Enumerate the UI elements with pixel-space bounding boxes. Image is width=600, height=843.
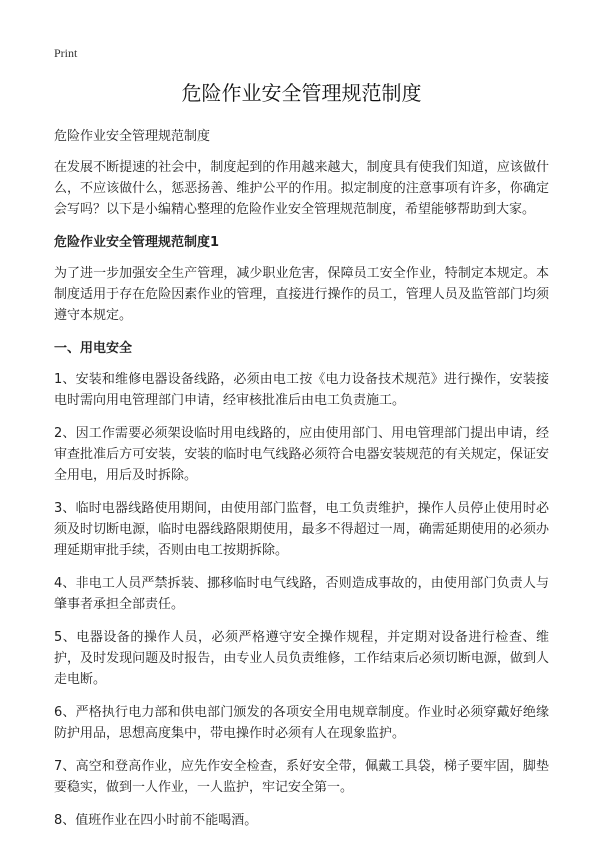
document-subtitle: 危险作业安全管理规范制度 [54, 129, 211, 144]
list-item: 5、电器设备的操作人员，必须严格遵守安全操作规程，并定期对设备进行检查、维护，及时发现问题及时报告，由专业人员负责维修，工作结束后必须切断电源，做到人走电断。 [54, 630, 549, 687]
list-item: 2、因工作需要必须架设临时用电线路的，应由使用部门、用电管理部门提出申请，经审查批准后方可安装，安装的临时电气线路必须符合电器安装规范的有关规定，保证安全用电，用后及时拆除。 [54, 426, 549, 483]
intro-paragraph: 在发展不断提速的社会中，制度起到的作用越来越大，制度具有使我们知道，应该做什么，不应该做什么，惩恶扬善、维护公平的作用。拟定制度的注意事项有许多，你确定会写吗？以下是小编精心整理的危险作业安全管理规范制度，希望能够帮助到大家。 [54, 160, 549, 217]
list-item: 3、临时电器线路使用期间，由使用部门监督，电工负责维护，操作人员停止使用时必须及时切断电源，临时电器线路限期使用，最多不得超过一周，确需延期使用的必须办理延期审批手续，否则由电工按期拆除。 [54, 501, 549, 558]
print-label: Print [54, 46, 78, 60]
list-item: 4、非电工人员严禁拆装、挪移临时电气线路，否则造成事故的，由使用部门负责人与肇事者承担全部责任。 [54, 576, 549, 612]
section-intro-paragraph: 为了进一步加强安全生产管理，减少职业危害，保障员工安全作业，特制定本规定。本制度适用于存在危险因素作业的管理，直接进行操作的员工，管理人员及监管部门均须遵守本规定。 [54, 266, 549, 323]
list-item: 7、高空和登高作业，应先作安全检查，系好安全带，佩戴工具袋，梯子要牢固，脚垫要稳实，做到一人作业，一人监护，牢记安全第一。 [54, 759, 549, 795]
sub-heading-electrical-safety: 一、用电安全 [54, 341, 133, 356]
page-title: 危险作业安全管理规范制度 [181, 81, 422, 105]
list-item: 8、值班作业在四小时前不能喝酒。 [54, 813, 258, 828]
list-item: 6、严格执行电力部和供电部门颁发的各项安全用电规章制度。作业时必须穿戴好绝缘防护用品，思想高度集中，带电操作时必须有人在现象监护。 [54, 705, 549, 741]
section-heading: 危险作业安全管理规范制度1 [54, 235, 220, 250]
list-item: 1、安装和维修电器设备线路，必须由电工按《电力设备技术规范》进行操作，安装接电时需向用电管理部门申请，经审核批准后由电工负责施工。 [54, 372, 549, 408]
document-body [54, 78, 549, 843]
